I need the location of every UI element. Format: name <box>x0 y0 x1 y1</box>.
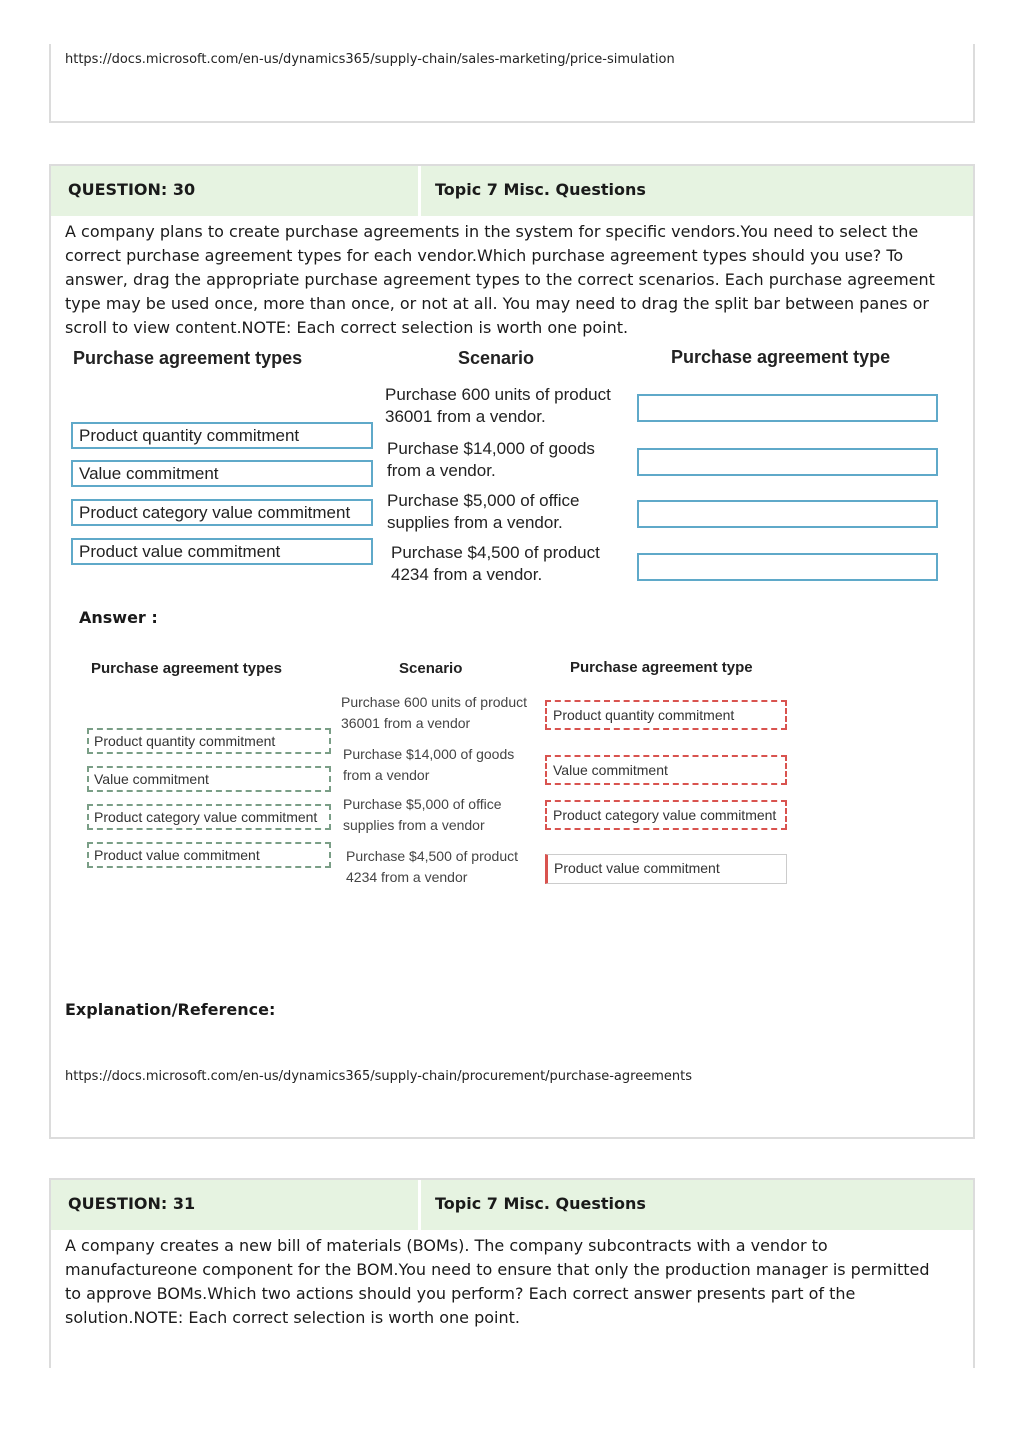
option-product-value-commitment[interactable]: Product value commitment <box>71 538 373 565</box>
question-figure <box>67 342 957 592</box>
answer-column-header-types: Purchase agreement types <box>91 660 282 677</box>
answer-option-product-category-value-commitment: Product category value commitment <box>87 804 331 830</box>
question-text <box>65 220 961 340</box>
answer-slot-1: Product quantity commitment <box>545 700 787 730</box>
column-header-type: Purchase agreement type <box>671 347 891 367</box>
header-divider <box>418 166 421 216</box>
option-product-quantity-commitment[interactable]: Product quantity commitment <box>71 422 373 449</box>
answer-column-header-type: Purchase agreement type <box>570 659 753 676</box>
scenario-line: 36001 from a vendor. <box>385 407 546 426</box>
answer-option-value-commitment: Value commitment <box>87 766 331 792</box>
answer-scenario-3 <box>343 794 543 836</box>
question-number: QUESTION: 30 <box>68 180 196 199</box>
option-value-commitment[interactable]: Value commitment <box>71 460 373 487</box>
answer-scenario-2 <box>343 744 543 786</box>
question-text-line: type may be used once, more than once, or not at all. You may need to drag the split bar between panes or <box>65 294 929 313</box>
question-topic: Topic 7 Misc. Questions <box>435 180 646 199</box>
question-header <box>51 1180 973 1230</box>
scenario-3 <box>387 490 637 534</box>
explanation-label: Explanation/Reference: <box>65 1000 276 1019</box>
answer-scenario-1 <box>341 692 541 734</box>
scenario-line: from a vendor. <box>387 461 496 480</box>
scenario-line: 4234 from a vendor. <box>391 565 543 584</box>
question-30-card <box>49 164 975 1139</box>
drop-target-3[interactable] <box>637 500 938 528</box>
answer-option-product-value-commitment: Product value commitment <box>87 842 331 868</box>
question-text-line: A company plans to create purchase agreements in the system for specific vendors.You need to select the <box>65 222 919 241</box>
scenario-line: Purchase $5,000 of office <box>387 491 580 510</box>
question-text-line: manufactureone component for the BOM.You need to ensure that only the production manager is permitted <box>65 1260 930 1279</box>
question-text-line: to approve BOMs.Which two actions should you perform? Each correct answer presents part of the <box>65 1284 856 1303</box>
scenario-2 <box>387 438 637 482</box>
column-header-scenario: Scenario <box>458 348 535 368</box>
scenario-line: Purchase $14,000 of goods <box>343 746 515 762</box>
scenario-4 <box>391 542 641 586</box>
scenario-line: supplies from a vendor. <box>387 513 563 532</box>
scenario-line: Purchase 600 units of product <box>341 694 528 710</box>
drop-target-4[interactable] <box>637 553 938 581</box>
reference-url: https://docs.microsoft.com/en-us/dynamics365/supply-chain/procurement/purchase-agreements <box>65 1069 692 1084</box>
column-header-types: Purchase agreement types <box>73 348 303 368</box>
scenario-line: Purchase $4,500 of product <box>346 848 519 864</box>
answer-slot-2: Value commitment <box>545 755 787 785</box>
scenario-line: Purchase $4,500 of product <box>391 543 600 562</box>
answer-scenario-4 <box>346 846 546 888</box>
drop-target-1[interactable] <box>637 394 938 422</box>
question-text-line: A company creates a new bill of materials (BOMs). The company subcontracts with a vendor to <box>65 1236 828 1255</box>
question-text-line: solution.NOTE: Each correct selection is worth one point. <box>65 1308 520 1327</box>
scenario-line: 36001 from a vendor <box>341 715 471 731</box>
answer-figure <box>87 654 807 894</box>
drop-target-2[interactable] <box>637 448 938 476</box>
answer-slot-4: Product value commitment <box>545 854 787 884</box>
question-topic: Topic 7 Misc. Questions <box>435 1194 646 1213</box>
scenario-line: from a vendor <box>343 767 430 783</box>
option-product-category-value-commitment[interactable]: Product category value commitment <box>71 499 373 526</box>
scenario-line: Purchase 600 units of product <box>385 385 611 404</box>
question-text <box>65 1234 961 1330</box>
scenario-line: Purchase $5,000 of office <box>343 796 502 812</box>
question-text-line: scroll to view content.NOTE: Each correct selection is worth one point. <box>65 318 629 337</box>
previous-question-card <box>49 44 975 123</box>
header-divider <box>418 1180 421 1230</box>
question-number: QUESTION: 31 <box>68 1194 196 1213</box>
question-text-line: correct purchase agreement types for each vendor.Which purchase agreement types should you use? To <box>65 246 904 265</box>
question-text-line: answer, drag the appropriate purchase agreement types to the correct scenarios. Each purchase agreement <box>65 270 935 289</box>
question-31-card <box>49 1178 975 1368</box>
scenario-line: 4234 from a vendor <box>346 869 468 885</box>
question-header <box>51 166 973 216</box>
answer-slot-3: Product category value commitment <box>545 800 787 830</box>
scenario-1 <box>385 384 635 428</box>
answer-option-product-quantity-commitment: Product quantity commitment <box>87 728 331 754</box>
scenario-line: Purchase $14,000 of goods <box>387 439 595 458</box>
answer-label: Answer : <box>79 608 158 627</box>
scenario-line: supplies from a vendor <box>343 817 485 833</box>
reference-url: https://docs.microsoft.com/en-us/dynamics365/supply-chain/sales-marketing/price-simulation <box>65 52 675 67</box>
answer-column-header-scenario: Scenario <box>399 660 463 677</box>
